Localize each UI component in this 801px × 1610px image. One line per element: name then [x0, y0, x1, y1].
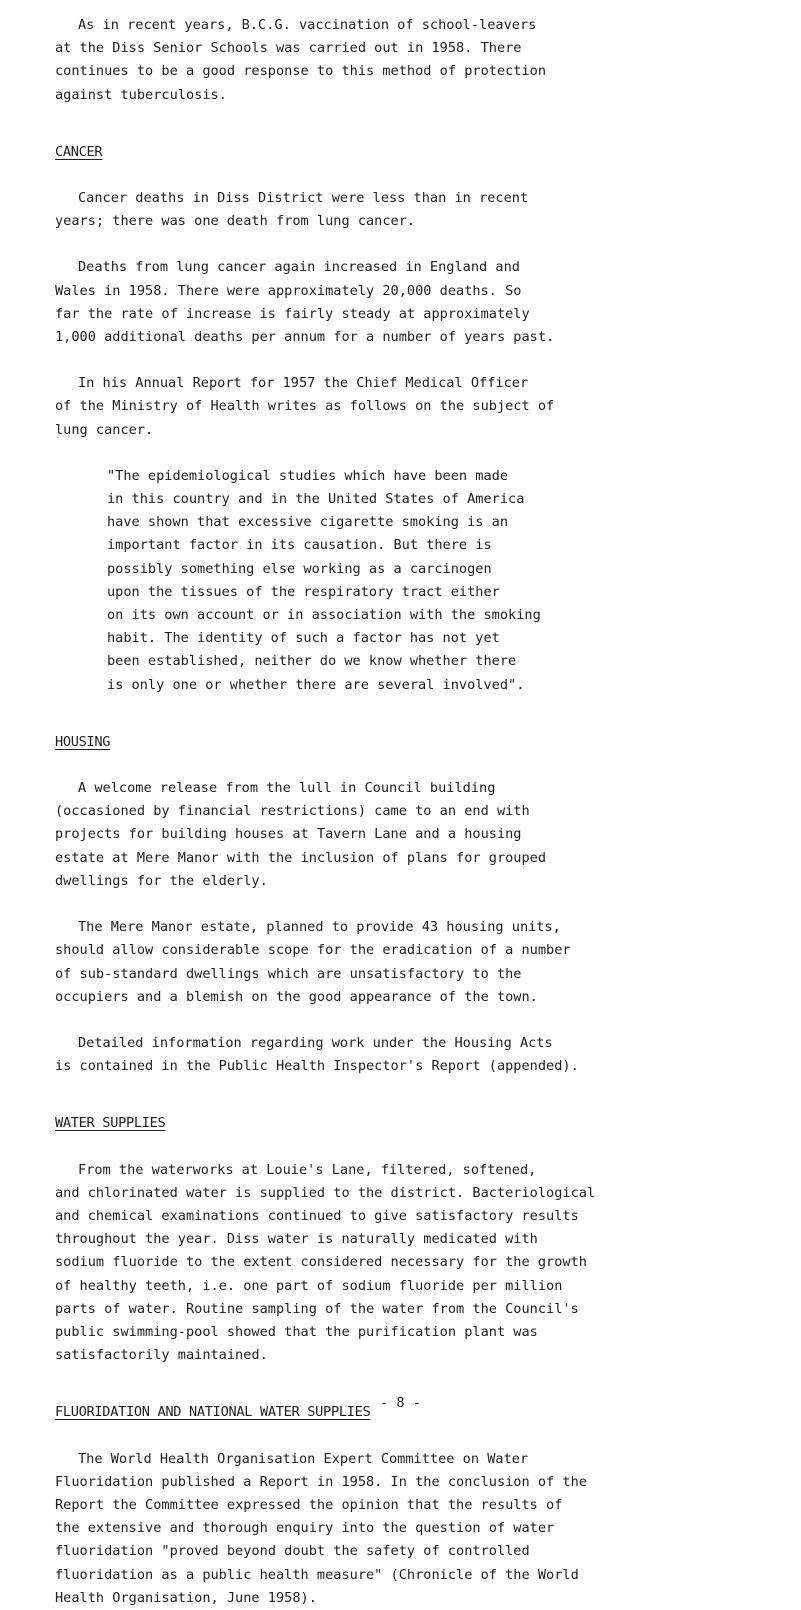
bcg-vaccination-paragraph: As in recent years, B.C.G. vaccination of school-leavers at the Diss Senior Schools was carried out in 1958. There continues to be a good response to this method of protection against tuberculosis.	[55, 17, 547, 103]
housing-paragraph-3: Detailed information regarding work under the Housing Acts is contained in the Public Health Inspector's Report (appended).	[55, 1034, 579, 1075]
water-supplies-paragraph: From the waterworks at Louie's Lane, filtered, softened, and chlorinated water is supplied to the district. Bacteriological and chemical examinations continued to give satisfactory results throughout the year. Diss water is naturally medicated with sodium fluoride to the extent considered necessary for the growth of healthy teeth, i.e. one part of sodium fluoride per million parts of water. Routine sampling of the water from the Council's public swimming-pool showed that the purification plant was satisfactorily maintained.	[55, 1161, 596, 1364]
cancer-paragraph-2: Deaths from lung cancer again increased in England and Wales in 1958. There were approximately 20,000 deaths. So far the rate of increase is fairly steady at approximately 1,000 additional deaths per annum for a number of years past.	[55, 259, 555, 346]
cancer-paragraph-1: Cancer deaths in Diss District were less than in recent years; there was one death from lung cancer.	[55, 190, 529, 230]
cancer-paragraph-3: In his Annual Report for 1957 the Chief Medical Officer of the Ministry of Health writes as follows on the subject of lung cancer.	[55, 375, 555, 438]
fluoridation-paragraph: The World Health Organisation Expert Committee on Water Fluoridation published a Report in 1958. In the conclusion of the Report the Committee expressed the opinion that the results of the extensive and thorough enquiry into the question of water fluoridation "proved beyond doubt the safety of controlled fluoridation as a public health measure" (Chronicle of the World Health Organisation, June 1958).	[55, 1450, 587, 1606]
water-supplies-heading: WATER SUPPLIES	[55, 1115, 166, 1132]
page-number: - 8 -	[380, 1395, 421, 1411]
cancer-quotation: "The epidemiological studies which have been made in this country and in the United States of America have shown that excessive cigarette smoking is an important factor in its causation. But there is possibly something else working as a carcinogen upon the tissues of the respiratory tract either on its own account or in association with the smoking habit. The identity of such a factor has not yet been established, neither do we know whether there is only one or whether there are several involved".	[107, 467, 541, 693]
cancer-heading: CANCER	[55, 143, 103, 160]
fluoridation-heading: FLUORIDATION AND NATIONAL WATER SUPPLIES	[55, 1404, 371, 1421]
housing-paragraph-1: A welcome release from the lull in Council building (occasioned by financial restrictions) came to an end with projects for building houses at Tavern Lane and a housing estate at Mere Manor with the inclusion of plans for grouped dwellings for the elderly.	[55, 780, 547, 889]
housing-paragraph-2: The Mere Manor estate, planned to provide 43 housing units, should allow considerable scope for the eradication of a number of sub-standard dwellings which are unsatisfactory to the occupiers and a blemish on the good appearance of the town.	[55, 919, 571, 1005]
housing-heading: HOUSING	[55, 733, 111, 750]
